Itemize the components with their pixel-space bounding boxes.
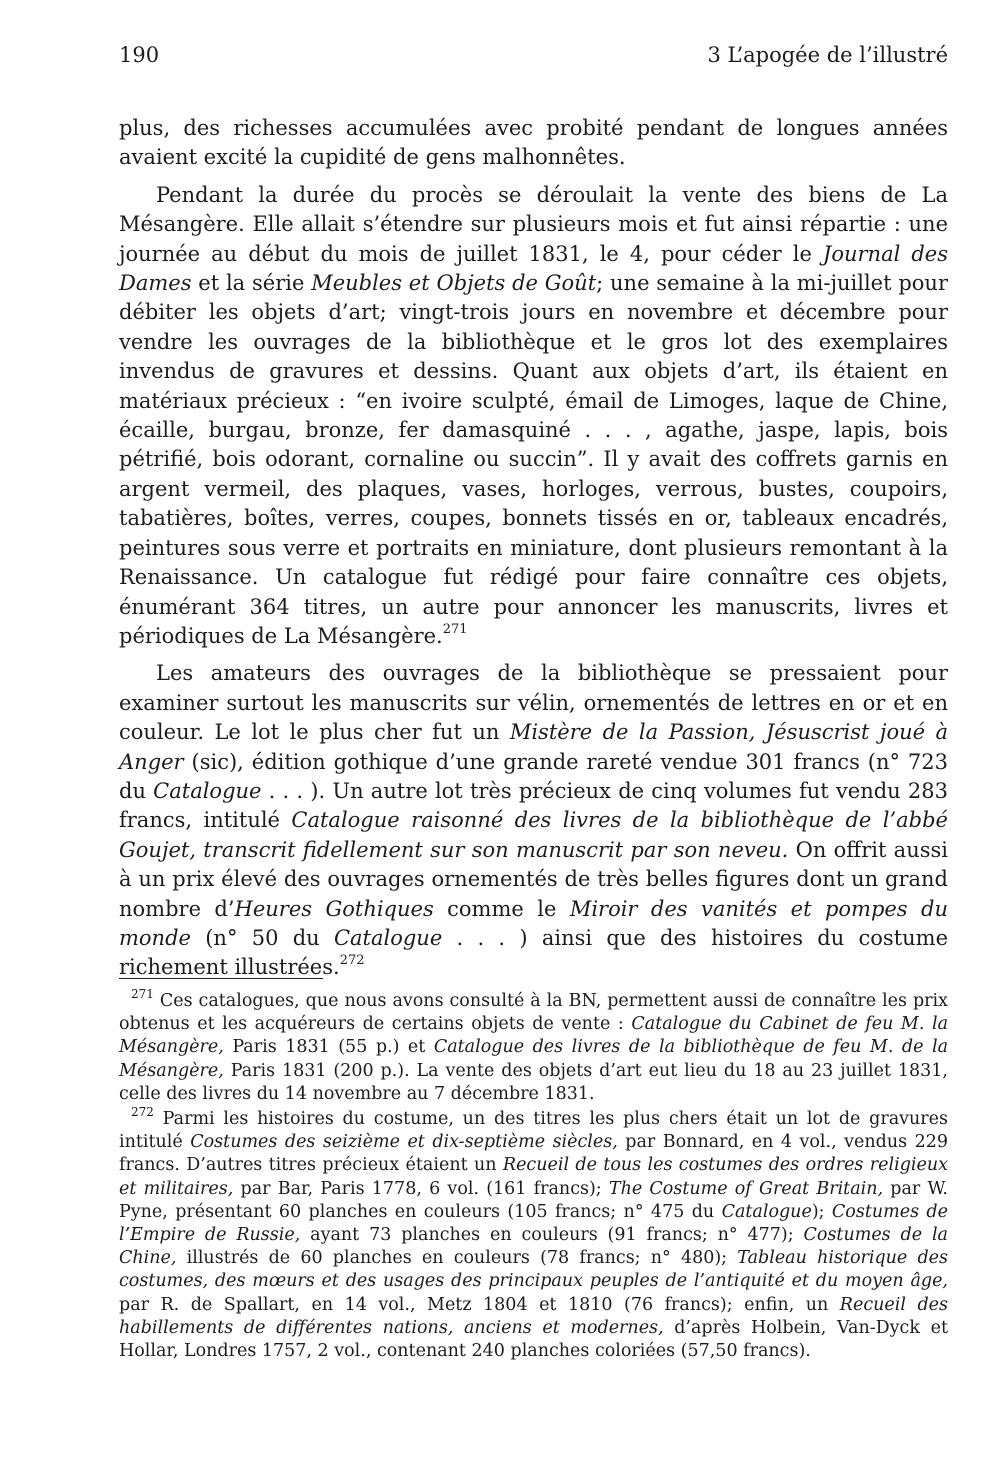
title-catalogue-raisonne: Catalogue raisonné des livres de la bibliothèque de l’abbé Goujet, transcrit fidellement sur son manuscrit par son neveu. [119, 808, 948, 862]
footnote-text: illustrés de 60 planches en couleurs (78 francs; n° 480); [176, 1248, 738, 1269]
title-meubles-et-objets: Meubles et Objets de Goût [311, 271, 597, 296]
paragraph-3-text: On offrit aussi à un prix élevé des ouvrages ornementés de très belles figures dont un grand nombre d’ [119, 837, 948, 921]
footnote-text: par R. de Spallart, en 14 vol., Metz 1804 et 1810 (76 francs); enfin, un [119, 1294, 840, 1315]
footnote-text: Paris 1831 (55 p.) et [223, 1037, 434, 1058]
page-number: 190 [119, 43, 160, 67]
paragraph-1 [119, 114, 948, 173]
footnote-text: ); [811, 1201, 832, 1222]
main-text [119, 114, 948, 983]
footnote-title: Costumes de la Chine, [119, 1225, 948, 1269]
footnote-ref-272[interactable]: 272 [339, 953, 365, 969]
paragraph-1-text: plus, des richesses accumulées avec probité pendant de longues années avaient excité la cupidité de gens malhonnêtes. [119, 116, 948, 170]
paragraph-2-text: Pendant la durée du procès se déroulait la vente des biens de La Mésangère. Elle allait s’étendre sur plusieurs mois et fut ainsi répartie : une journée au début du mois de juillet 1831, le 4, pour céder le [119, 182, 948, 266]
footnote-title: Recueil de tous les costumes des ordres religieux et militaires, [119, 1155, 948, 1199]
footnote-text: ayant 73 planches en couleurs (91 francs; n° 477); [300, 1225, 804, 1246]
footnote-text: Ces catalogues, que nous avons consulté à la BN, permettent aussi de connaître les prix obtenus et les acquéreurs de certains objets de vente : [119, 991, 948, 1035]
footnote-title: Costumes des seizième et dix-septième siècles, [190, 1132, 618, 1153]
paragraph-3-text: . . . ). Un autre lot très précieux de cinq volumes fut vendu 283 francs, intitulé [119, 778, 948, 833]
paragraph-3 [119, 659, 948, 982]
title-heures-gothiques: Heures Gothiques [234, 896, 434, 921]
footnote-title: Catalogue du Cabinet de feu M. la Mésangère, [119, 1014, 949, 1058]
paragraph-3-text: Les amateurs des ouvrages de la bibliothèque se pressaient pour examiner surtout les manuscrits sur vélin, ornementés de lettres en or et en couleur. Le lot le plus cher fut un [119, 661, 948, 745]
footnote-number: 272 [131, 1105, 154, 1120]
footnote-title: Catalogue des livres de la bibliothèque de feu M. de la Mésangère, [119, 1037, 948, 1081]
paragraph-2 [119, 181, 948, 652]
page-header [119, 40, 948, 70]
paragraph-3-text: (n° 50 du [190, 925, 334, 950]
footnote-ref-271[interactable]: 271 [442, 621, 468, 637]
footnotes [119, 987, 949, 1363]
title-catalogue: Catalogue [333, 925, 443, 950]
footnote-text: par Bonnard, en 4 vol., vendus 229 francs. D’autres titres précieux étaient un [119, 1132, 948, 1176]
footnote-text: Paris 1831 (200 p.). La vente des objets d’art eut lieu du 18 au 23 juillet 1831, celle des livres du 14 novembre au 7 décembre 1831. [119, 1060, 948, 1104]
footnote-text: par W. Pyne, présentant 60 planches en couleurs (105 francs; n° 475 du [119, 1178, 948, 1222]
paragraph-2-text: et la série [191, 271, 312, 296]
footnote-title: Recueil des habillements de différentes nations, anciens et modernes, [119, 1294, 948, 1338]
footnote-title: Costumes de l’Empire de Russie, [119, 1201, 948, 1246]
running-title: 3 L’apogée de l’illustré [707, 43, 948, 67]
footnote-title: Catalogue [721, 1201, 812, 1222]
title-catalogue: Catalogue [153, 778, 262, 803]
footnote-text: par Bar, Paris 1778, 6 vol. (161 francs); [233, 1178, 609, 1199]
paragraph-3-text: (sic), édition gothique d’une grande rareté vendue 301 francs (n° 723 du [119, 749, 948, 803]
footnote-271 [119, 987, 949, 1106]
title-journal-des-dames: Journal des Dames [119, 241, 948, 296]
paragraph-2-text: ; une semaine à la mi-juillet pour débiter les objets d’art; vingt-trois jours en novembre et décembre pour vendre les ouvrages de la bibliothèque et le gros lot des exemplaires invendus de gravures et dessins. Quant aux objets d’art, ils étaient en matériaux précieux : “en ivoire sculpté, émail de Limoges, laque de Chine, écaille, burgau, bronze, fer damasquiné . . . , agathe, jaspe, lapis, bois pétrifié, bois odorant, cornaline ou succin”. Il y avait des coffrets garnis en argent vermeil, des plaques, vases, horloges, verrous, bustes, coupoirs, tabatières, boîtes, verres, coupes, bonnets tissés en or, tableaux encadrés, peintures sous verre et portraits en miniature, dont plusieurs remontant à la Renaissance. Un catalogue fut rédigé pour faire connaître ces objets, énumérant 364 titres, un autre pour annoncer les manuscrits, livres et périodiques de La Mésangère. [119, 271, 948, 648]
title-miroir-des-vanites: Miroir des vanités et pompes du monde [119, 896, 948, 950]
paragraph-3-text: . . . ) ainsi que des histoires du costume richement illustrées. [119, 925, 948, 980]
paragraph-3-text: comme le [433, 896, 570, 921]
footnote-title: Tableau historique des costumes, des mœurs et des usages des principaux peuples de l’antiquité et du moyen âge, [119, 1248, 949, 1292]
footnote-272 [119, 1105, 949, 1363]
footnote-number: 271 [131, 987, 154, 1002]
title-mistere-de-la-passion: Mistère de la Passion, Jésuscrist joué à Anger [119, 720, 948, 774]
footnote-text: Parmi les histoires du costume, un des titres les plus chers était un lot de gravures intitulé [119, 1109, 948, 1153]
footnote-title: The Costume of Great Britain, [608, 1178, 884, 1199]
footnote-divider [119, 978, 323, 979]
footnote-text: d’après Holbein, Van-Dyck et Hollar, Londres 1757, 2 vol., contenant 240 planches coloriées (57,50 francs). [119, 1317, 948, 1362]
